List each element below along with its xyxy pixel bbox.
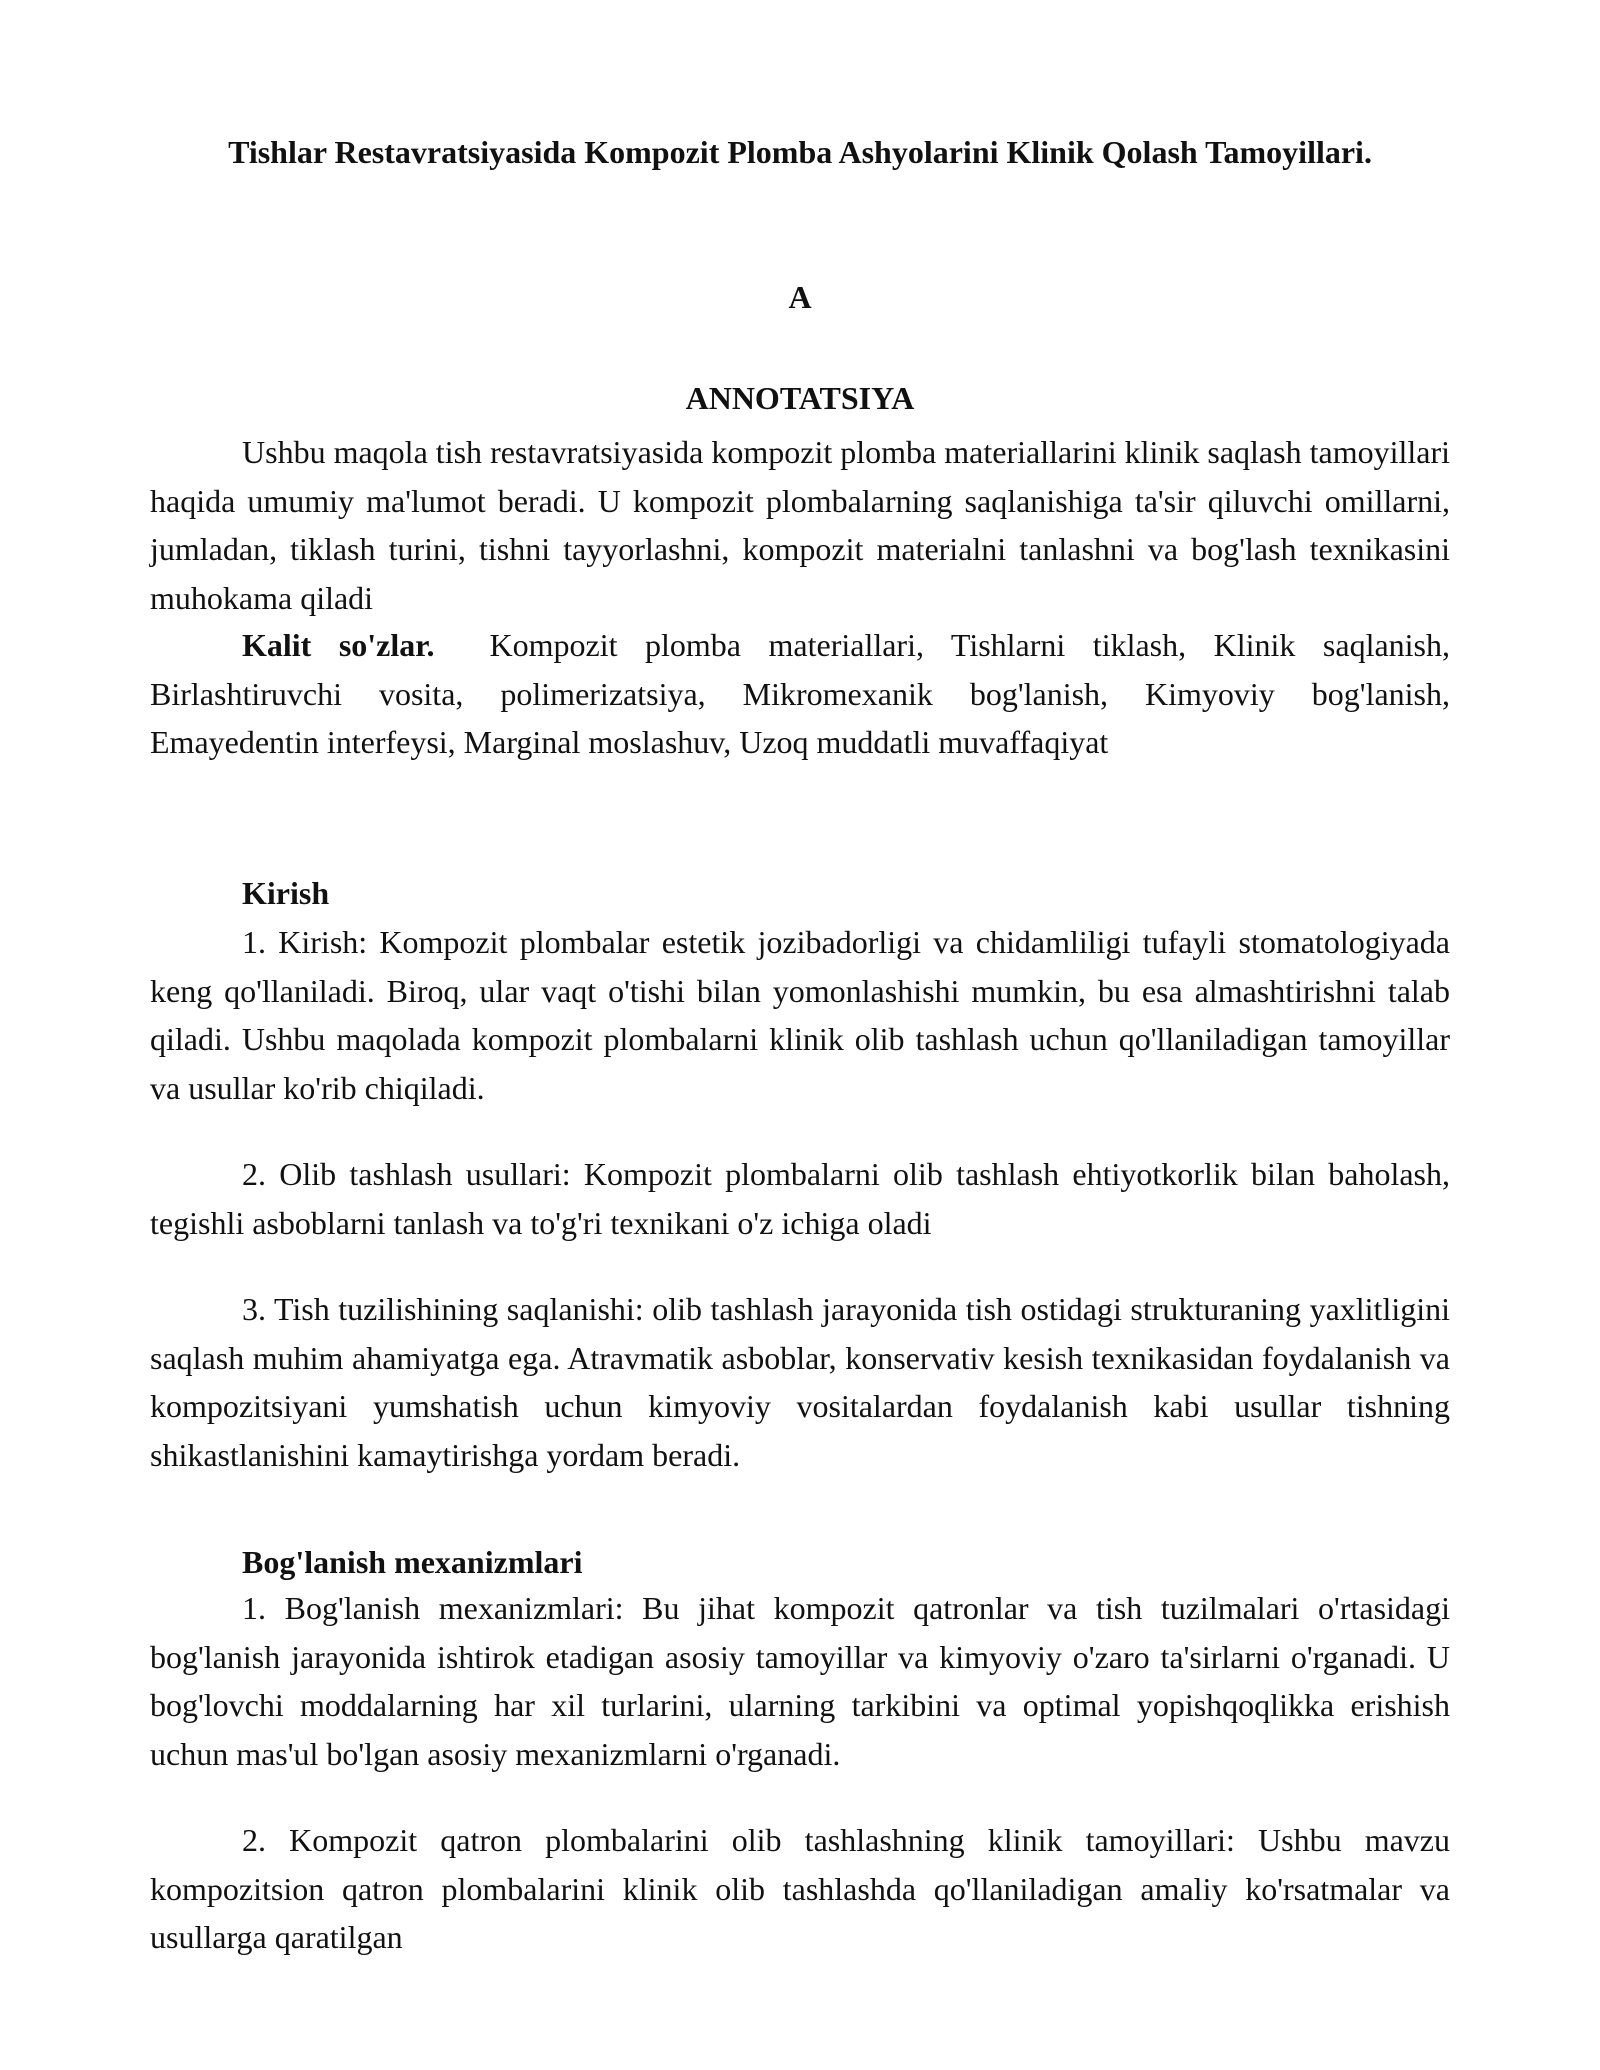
annotation-text: Ushbu maqola tish restavratsiyasida kompozit plomba materiallarini klinik saqlash tamoyillari haqida umumiy ma'lumot beradi. U kompozit plombalarning saqlanishiga ta'sir qiluvchi omillarni, jumladan, tiklash turini, tishni tayyorlashni, kompozit materialni tanlashni va bog'lash texnikasini muhokama qiladi: [150, 434, 1450, 616]
document-title: Tishlar Restavratsiyasida Kompozit Plomba Ashyolarini Klinik Qolash Tamoyillari.: [228, 134, 1372, 170]
section-heading-kirish: Kirish: [242, 875, 330, 911]
paragraph-kirish-1: 1. Kirish: Kompozit plombalar estetik jozibadorligi va chidamliligi tufayli stomatologiyada keng qo'llaniladi. Biroq, ular vaqt o'tishi bilan yomonlashishi mumkin, bu esa almashtirishni talab qiladi. Ushbu maqolada kompozit plombalarni klinik olib tashlash uchun qo'llaniladigan tamoyillar va usullar ko'rib chiqiladi.: [150, 924, 1450, 1106]
paragraph-kirish-2: 2. Olib tashlash usullari: Kompozit plombalarni olib tashlash ehtiyotkorlik bilan baholash, tegishli asboblarni tanlash va to'g'ri texnikani o'z ichiga oladi: [150, 1156, 1450, 1241]
annotation-heading: ANNOTATSIYA: [685, 380, 915, 416]
section-letter: A: [788, 279, 812, 315]
keywords-paragraph: [150, 621, 1450, 767]
paragraph-boglanish-1: 1. Bog'lanish mexanizmlari: Bu jihat kompozit qatronlar va tish tuzilmalari o'rtasidagi bog'lanish jarayonida ishtirok etadigan asosiy tamoyillar va kimyoviy o'zaro ta'sirlarni o'rganadi. U bog'lovchi moddalarning har xil turlarini, ularning tarkibini va optimal yopishqoqlikka erishish uchun mas'ul bo'lgan asosiy mexanizmlarni o'rganadi.: [150, 1590, 1450, 1772]
section-heading-boglanish: Bog'lanish mexanizmlari: [242, 1544, 583, 1580]
paragraph-boglanish-2: 2. Kompozit qatron plombalarini olib tashlashning klinik tamoyillari: Ushbu mavzu kompozitsion qatron plombalarini klinik olib tashlashda qo'llaniladigan amaliy ko'rsatmalar va usullarga qaratilgan: [150, 1822, 1450, 1955]
keywords-text: Kompozit plomba materiallari, Tishlarni tiklash, Klinik saqlanish, Birlashtiruvchi vosita, polimerizatsiya, Mikromexanik bog'lanish, Kimyoviy bog'lanish, Emayedentin interfeysi, Marginal moslashuv, Uzoq muddatli muvaffaqiyat: [150, 627, 1450, 760]
keywords-label: Kalit so'zlar.: [242, 627, 435, 663]
paragraph-kirish-3: 3. Tish tuzilishining saqlanishi: olib tashlash jarayonida tish ostidagi strukturaning yaxlitligini saqlash muhim ahamiyatga ega. Atravmatik asboblar, konservativ kesish texnikasidan foydalanish va kompozitsiyani yumshatish uchun kimyoviy vositalardan foydalanish kabi usullar tishning shikastlanishini kamaytirishga yordam beradi.: [150, 1291, 1450, 1473]
